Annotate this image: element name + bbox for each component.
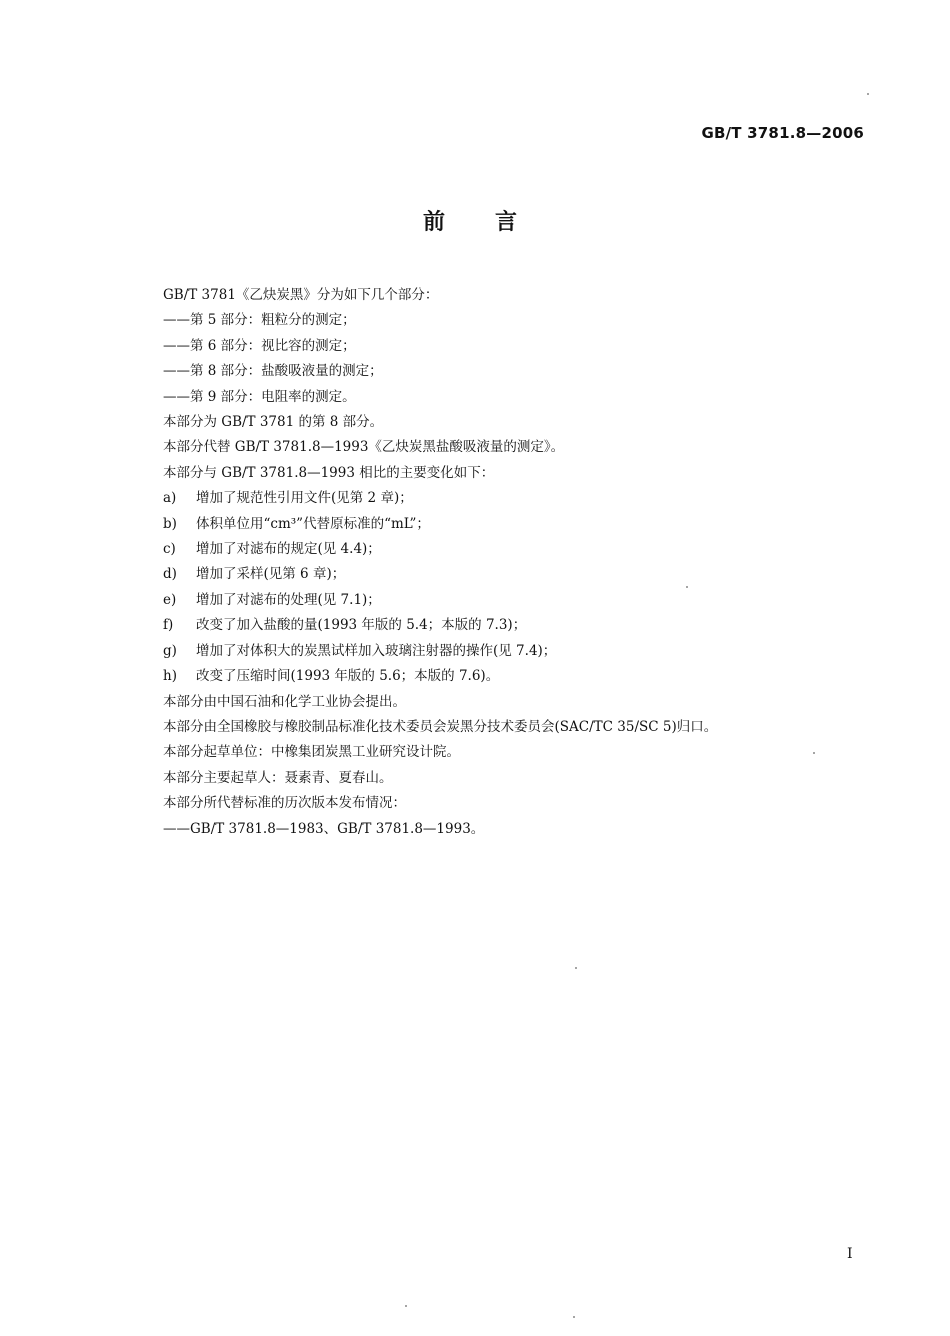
paragraph-line — [163, 359, 863, 384]
line-text: 增加了对滤布的规定(见 4.4)； — [196, 541, 381, 558]
line-text: 增加了对滤布的处理(见 7.1)； — [196, 591, 381, 608]
line-text: 本部分主要起草人：聂素青、夏春山。 — [163, 769, 393, 786]
paragraph-line — [163, 385, 863, 410]
list-marker: a) — [163, 490, 177, 507]
line-text: ——第 5 部分：粗粒分的测定； — [163, 312, 356, 329]
line-text: 本部分代替 GB/T 3781.8—1993《乙炔炭黑盐酸吸液量的测定》。 — [163, 439, 565, 456]
line-text: 增加了规范性引用文件(见第 2 章)； — [196, 490, 413, 507]
list-item — [163, 562, 863, 587]
list-marker: h) — [163, 668, 177, 685]
list-item — [163, 486, 863, 511]
list-marker: c) — [163, 541, 176, 558]
paragraph-line — [163, 690, 863, 715]
line-text: 本部分所代替标准的历次版本发布情况： — [163, 795, 406, 812]
list-item — [163, 588, 863, 613]
paragraph-line — [163, 817, 863, 842]
line-text: ——第 9 部分：电阻率的测定。 — [163, 388, 356, 405]
line-text: 改变了压缩时间(1993 年版的 5.6；本版的 7.6)。 — [196, 668, 500, 685]
line-text: 体积单位用“cm³”代替原标准的“mL”； — [196, 515, 430, 532]
page-number: I — [847, 1246, 853, 1262]
list-item — [163, 639, 863, 664]
list-marker: g) — [163, 642, 177, 659]
line-text: ——第 8 部分：盐酸吸液量的测定； — [163, 363, 383, 380]
paragraph-line — [163, 308, 863, 333]
line-text: 本部分起草单位：中橡集团炭黑工业研究设计院。 — [163, 744, 460, 761]
line-text: 本部分为 GB/T 3781 的第 8 部分。 — [163, 414, 384, 431]
scan-speck — [867, 93, 869, 95]
standard-code: GB/T 3781.8—2006 — [701, 124, 864, 142]
page-title: 前言 — [422, 210, 567, 235]
scan-speck — [405, 1305, 407, 1307]
foreword-body — [163, 283, 863, 842]
paragraph-line — [163, 740, 863, 765]
line-text: ——GB/T 3781.8—1983、GB/T 3781.8—1993。 — [163, 820, 485, 837]
list-marker: f) — [163, 617, 174, 634]
line-text: 本部分与 GB/T 3781.8—1993 相比的主要变化如下： — [163, 464, 495, 481]
scan-speck — [686, 586, 688, 588]
list-marker: b) — [163, 515, 177, 532]
paragraph-line — [163, 766, 863, 791]
list-marker: d) — [163, 566, 177, 583]
scan-speck — [573, 1316, 575, 1318]
line-text: ——第 6 部分：视比容的测定； — [163, 337, 356, 354]
scan-speck — [575, 967, 577, 969]
list-item — [163, 664, 863, 689]
paragraph-line — [163, 715, 863, 740]
paragraph-line — [163, 283, 863, 308]
list-item — [163, 613, 863, 638]
line-text: 增加了对体积大的炭黑试样加入玻璃注射器的操作(见 7.4)； — [196, 642, 557, 659]
line-text: 本部分由中国石油和化学工业协会提出。 — [163, 693, 406, 710]
paragraph-line — [163, 791, 863, 816]
paragraph-line — [163, 334, 863, 359]
paragraph-line — [163, 435, 863, 460]
line-text: GB/T 3781《乙炔炭黑》分为如下几个部分： — [163, 287, 439, 303]
list-item — [163, 512, 863, 537]
list-marker: e) — [163, 591, 177, 608]
scan-speck — [813, 752, 815, 754]
paragraph-line — [163, 461, 863, 486]
line-text: 增加了采样(见第 6 章)； — [196, 566, 346, 583]
line-text: 本部分由全国橡胶与橡胶制品标准化技术委员会炭黑分技术委员会(SAC/TC 35/SC 5)归口。 — [163, 718, 718, 735]
paragraph-line — [163, 410, 863, 435]
line-text: 改变了加入盐酸的量(1993 年版的 5.4；本版的 7.3)； — [196, 617, 527, 634]
list-item — [163, 537, 863, 562]
